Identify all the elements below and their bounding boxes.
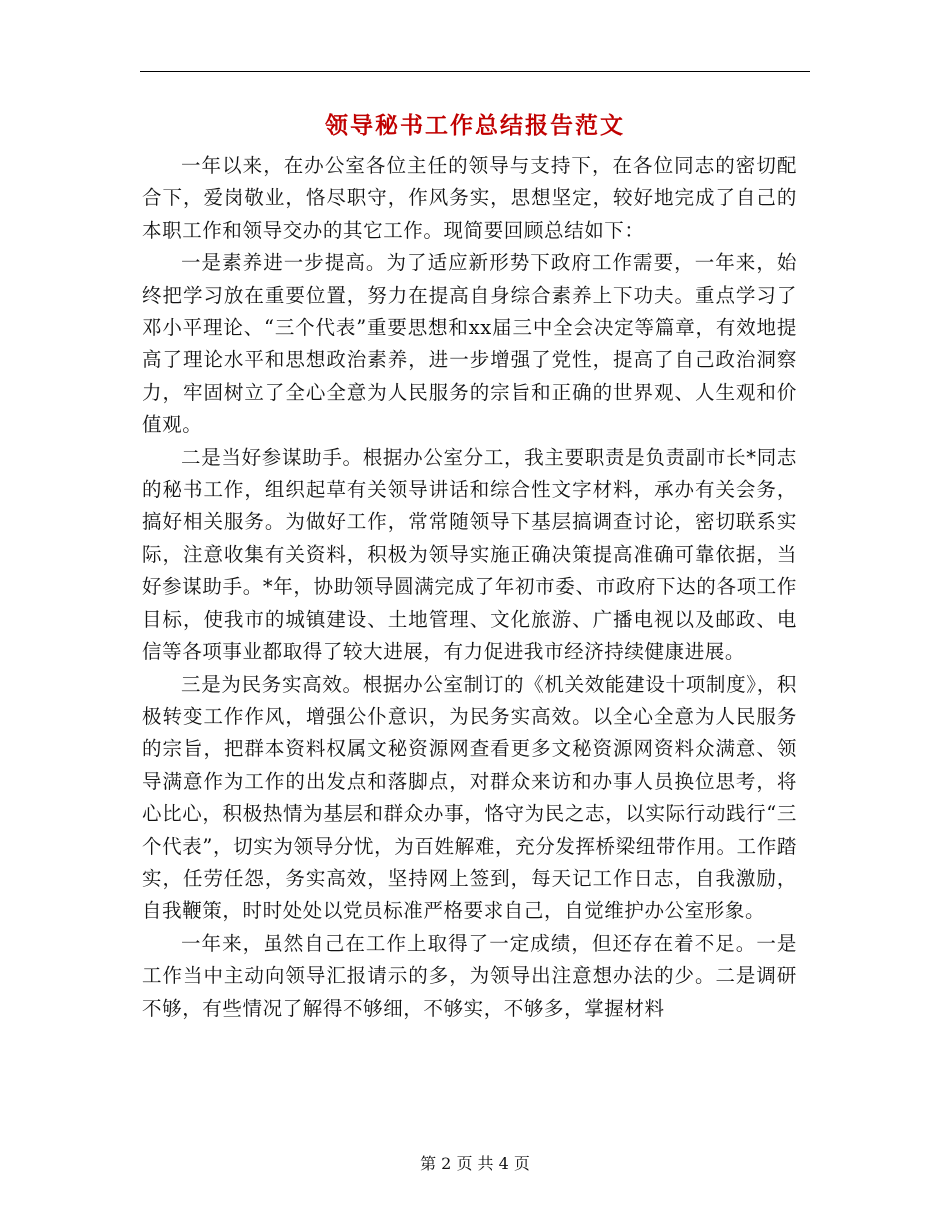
header-rule [140, 71, 810, 72]
paragraph-shortcomings: 一年来，虽然自己在工作上取得了一定成绩，但还存在着不足。一是工作当中主动向领导汇报请示的多，为领导出注意想办法的少。二是调研不够，有些情况了解得不够细，不够实，不够多，掌握材料 [142, 931, 797, 1020]
paragraph-quality: 一是素养进一步提高。为了适应新形势下政府工作需要，一年来，始终把学习放在重要位置，努力在提高自身综合素养上下功夫。重点学习了邓小平理论、“三个代表”重要思想和xx届三中全会决定等篇章，有效地提高了理论水平和思想政治素养，进一步增强了党性，提高了自己政治洞察力，牢固树立了全心全意为人民服务的宗旨和正确的世界观、人生观和价值观。 [142, 251, 797, 437]
document-body [142, 150, 797, 1025]
paragraph-intro: 一年以来，在办公室各位主任的领导与支持下，在各位同志的密切配合下，爱岗敬业，恪尽职守，作风务实，思想坚定，较好地完成了自己的本职工作和领导交办的其它工作。现简要回顾总结如下： [142, 154, 797, 242]
paragraph-advisor: 二是当好参谋助手。根据办公室分工，我主要职责是负责副市长*同志的秘书工作，组织起草有关领导讲话和综合性文字材料，承办有关会务，搞好相关服务。为做好工作，常常随领导下基层搞调查讨论，密切联系实际，注意收集有关资料，积极为领导实施正确决策提高准确可靠依据，当好参谋助手。*年，协助领导圆满完成了年初市委、市政府下达的各项工作目标，使我市的城镇建设、土地管理、文化旅游、广播电视以及邮政、电信等各项事业都取得了较大进展，有力促进我市经济持续健康进展。 [142, 445, 797, 664]
paragraph-service: 三是为民务实高效。根据办公室制订的《机关效能建设十项制度》，积极转变工作作风，增强公仆意识，为民务实高效。以全心全意为人民服务的宗旨，把群本资料权属文秘资源网查看更多文秘资源网资料众满意、领导满意作为工作的出发点和落脚点，对群众来访和办事人员换位思考，将心比心，积极热情为基层和群众办事，恪守为民之志，以实际行动践行“三个代表”，切实为领导分忧，为百姓解难，充分发挥桥梁纽带作用。工作踏实，任劳任怨，务实高效，坚持网上签到，每天记工作日志，自我激励，自我鞭策，时时处处以党员标准严格要求自己，自觉维护办公室形象。 [142, 672, 797, 923]
document-title: 领导秘书工作总结报告范文 [325, 112, 625, 139]
page-number-footer: 第 2 页 共 4 页 [420, 1154, 530, 1173]
